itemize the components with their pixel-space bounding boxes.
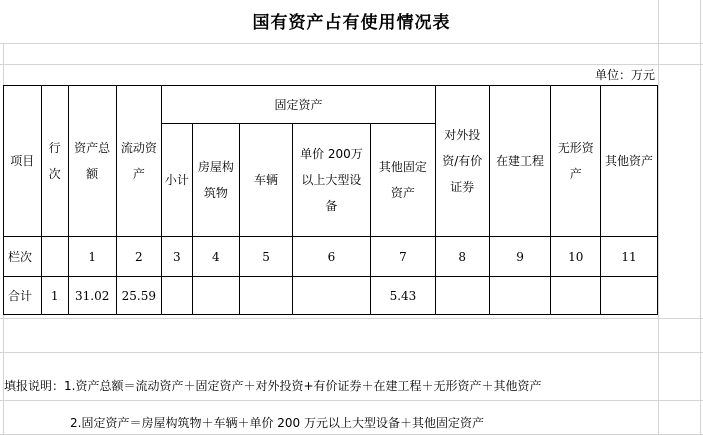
column-number[interactable]: 6 [292, 237, 370, 277]
column-number[interactable]: 5 [240, 237, 293, 277]
header-fixed-subtotal[interactable]: 小计 [162, 124, 192, 237]
header-intangible[interactable]: 无形资产 [551, 86, 601, 237]
column-number[interactable]: 3 [162, 237, 192, 277]
header-total-assets[interactable]: 资产总额 [68, 86, 116, 237]
column-number-row [4, 237, 658, 277]
column-number[interactable]: 1 [68, 237, 116, 277]
other-fixed-value[interactable]: 5.43 [370, 277, 435, 315]
unit-label: 单位：万元 [595, 68, 656, 82]
header-item[interactable]: 项目 [4, 86, 42, 237]
fill-instructions-line-1: 填报说明：1.资产总额＝流动资产＋固定资产＋对外投资+有价证券＋在建工程＋无形资产＋其他资产 [4, 379, 542, 393]
intangible-value[interactable] [551, 277, 601, 315]
column-number[interactable]: 4 [192, 237, 240, 277]
vehicles-value[interactable] [240, 277, 293, 315]
column-number[interactable]: 8 [435, 237, 489, 277]
asset-table [3, 85, 658, 315]
header-current-assets[interactable]: 流动资产 [116, 86, 162, 237]
header-investment[interactable]: 对外投资/有价证券 [435, 86, 489, 237]
column-number[interactable]: 7 [370, 237, 435, 277]
header-construction[interactable]: 在建工程 [489, 86, 551, 237]
header-other-fixed[interactable]: 其他固定资产 [370, 124, 435, 237]
fixed-subtotal-value[interactable] [162, 277, 192, 315]
large-equipment-value[interactable] [292, 277, 370, 315]
buildings-value[interactable] [192, 277, 240, 315]
header-fixed-assets[interactable]: 固定资产 [162, 86, 436, 124]
total-row-label[interactable]: 合计 [4, 277, 42, 315]
column-number[interactable]: 11 [601, 237, 658, 277]
column-number[interactable]: 2 [116, 237, 162, 277]
header-vehicles[interactable]: 车辆 [240, 124, 293, 237]
column-number-label[interactable]: 栏次 [4, 237, 42, 277]
other-assets-value[interactable] [601, 277, 658, 315]
table-cell[interactable] [41, 237, 68, 277]
construction-value[interactable] [489, 277, 551, 315]
total-row [4, 277, 658, 315]
column-number[interactable]: 9 [489, 237, 551, 277]
investment-value[interactable] [435, 277, 489, 315]
total-row-number[interactable]: 1 [41, 277, 68, 315]
header-other-assets[interactable]: 其他资产 [601, 86, 658, 237]
column-number[interactable]: 10 [551, 237, 601, 277]
header-row-number[interactable]: 行次 [41, 86, 68, 237]
fill-instructions-line-2: 2.固定资产＝房屋构筑物＋车辆＋单价 200 万元以上大型设备＋其他固定资产 [70, 416, 484, 430]
current-assets-value[interactable]: 25.59 [116, 277, 162, 315]
header-buildings[interactable]: 房屋构筑物 [192, 124, 240, 237]
report-title: 国有资产占有使用情况表 [252, 13, 451, 33]
total-assets-value[interactable]: 31.02 [68, 277, 116, 315]
header-large-equipment[interactable]: 单价 200万以上大型设备 [292, 124, 370, 237]
